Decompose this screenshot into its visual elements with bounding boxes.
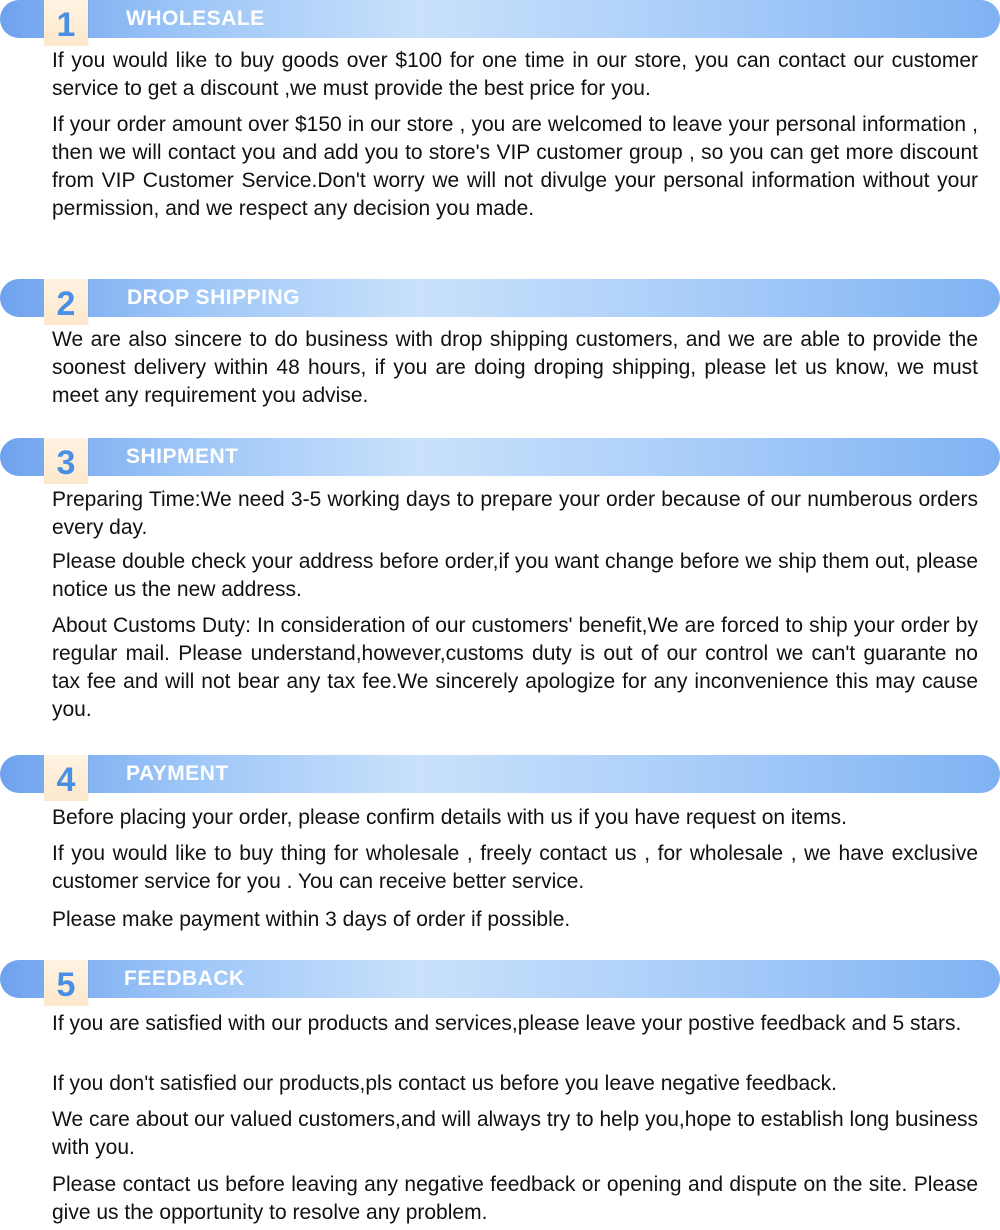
section-header-wholesale (0, 0, 1000, 44)
section-number: 4 (56, 761, 76, 799)
section-number-box (44, 755, 88, 801)
paragraph: We care about our valued customers,and will always try to help you,hope to establish long business with you. (52, 1108, 978, 1159)
section-title: FEEDBACK (124, 967, 245, 990)
section-header-payment (0, 755, 1000, 799)
section-number: 2 (56, 285, 76, 323)
section-title: WHOLESALE (126, 7, 265, 30)
paragraph: Please double check your address before order,if you want change before we ship them out, please notice us the new address. (52, 550, 978, 601)
paragraph: Please make payment within 3 days of order if possible. (52, 908, 571, 931)
section-number-box (44, 279, 88, 325)
paragraph: If you don't satisfied our products,pls contact us before you leave negative feedback. (52, 1072, 837, 1095)
section-header-drop-shipping (0, 279, 1000, 323)
section-number-box (44, 438, 88, 484)
paragraph: If you would like to buy thing for wholesale , freely contact us , for wholesale , we have exclusive customer service for you . You can receive better service. (52, 842, 978, 893)
section-number: 5 (56, 966, 76, 1004)
paragraph: About Customs Duty: In consideration of our customers' benefit,We are forced to ship your order by regular mail. Please understand,however,customs duty is out of our control we can't guarante no tax fee and will not bear any tax fee.We sincerely apologize for any inconvenience this may cause you. (52, 614, 978, 721)
section-header-feedback (0, 960, 1000, 1004)
paragraph: Before placing your order, please confirm details with us if you have request on items. (52, 806, 847, 829)
paragraph: We are also sincere to do business with drop shipping customers, and we are able to provide the soonest delivery within 48 hours, if you are doing droping shipping, please let us know, we must meet any requirement you advise. (52, 328, 978, 407)
section-number-box (44, 960, 88, 1006)
section-title: PAYMENT (126, 762, 229, 785)
section-number: 1 (56, 6, 76, 44)
section-number-box (44, 0, 88, 46)
section-number: 3 (56, 444, 76, 482)
paragraph: Please contact us before leaving any negative feedback or opening and dispute on the site. Please give us the opportunity to resolve any problem. (52, 1173, 978, 1224)
paragraph: If you are satisfied with our products and services,please leave your postive feedback and 5 stars. (52, 1012, 962, 1035)
section-header-shipment (0, 438, 1000, 482)
paragraph: If you would like to buy goods over $100 for one time in our store, you can contact our customer service to get a discount ,we must provide the best price for you. (52, 49, 978, 100)
paragraph: Preparing Time:We need 3-5 working days to prepare your order because of our numberous orders every day. (52, 488, 978, 539)
paragraph: If your order amount over $150 in our store , you are welcomed to leave your personal information , then we will contact you and add you to store's VIP customer group , so you can get more discount from VIP Customer Service.Don't worry we will not divulge your personal information without your permission, and we respect any decision you made. (52, 113, 978, 220)
section-title: DROP SHIPPING (127, 286, 300, 309)
section-title: SHIPMENT (126, 445, 239, 468)
